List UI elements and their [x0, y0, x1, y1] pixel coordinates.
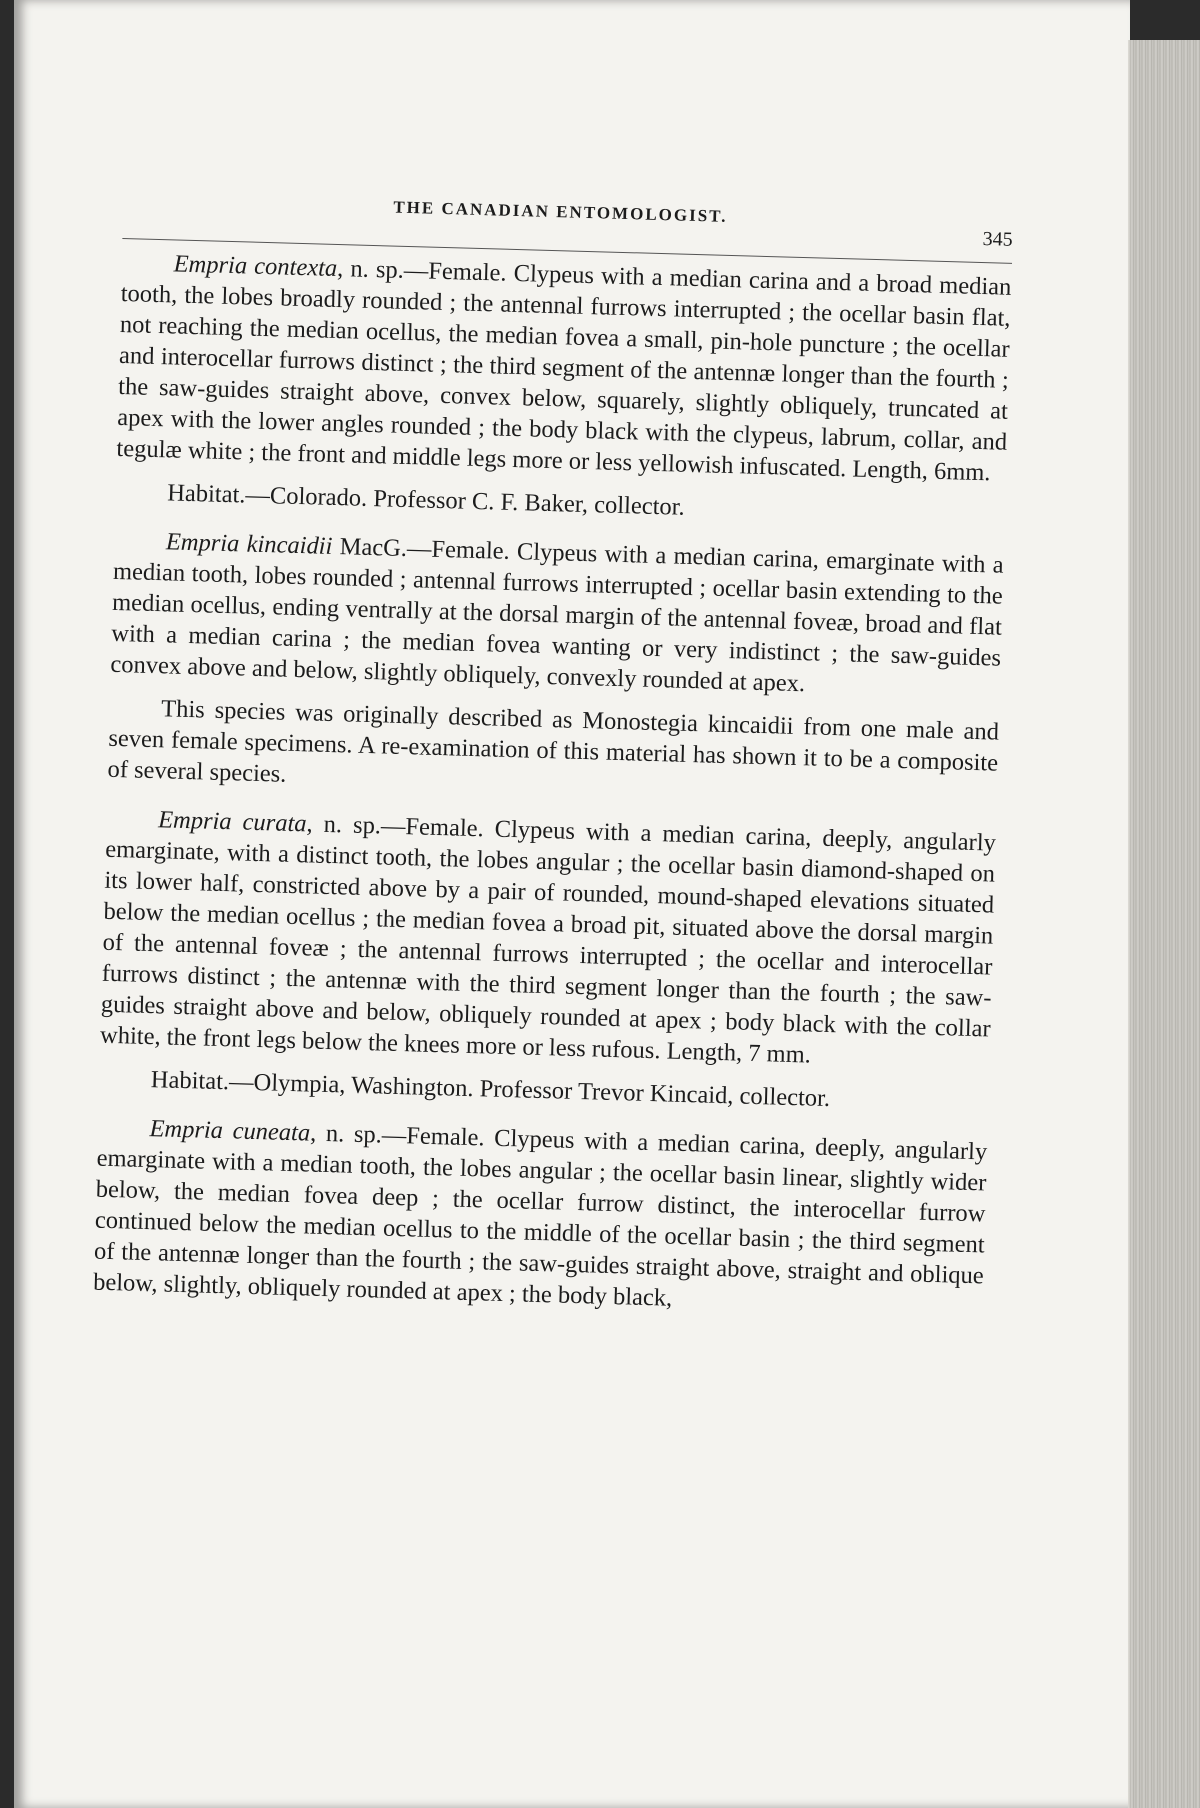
- paragraph-text: , n. sp.—Female. Clypeus with a median carina, deeply, angularly emarginate, with a distinct tooth, the lobes angular ; the ocellar basin diamond-shaped on its lower half, constricted above by a pair of rounded, mound-shaped elevations situated below the median ocellus ; the median fovea a broad pit, situated above the dorsal margin of the antennal foveæ ; the antennal furrows interrupted ; the ocellar and interocellar furrows distinct ; the antennæ with the third segment longer than the fourth ; the saw-guides straight above and below, obliquely rounded at apex ; body black with the collar white, the front legs below the knees more or less rufous. Length, 7 mm.: [99, 810, 997, 1069]
- paragraph-text: Habitat.—Olympia, Washington. Professor Trevor Kincaid, collector.: [150, 1066, 831, 1113]
- book-page: [14, 0, 1130, 1808]
- species-name: Empria contexta: [173, 250, 338, 282]
- paragraph-empria-contexta: [116, 247, 1012, 489]
- page-content: [92, 180, 1013, 1334]
- page-number: 345: [982, 228, 1013, 251]
- paragraph-empria-kincaidii: [110, 525, 1004, 705]
- paragraph-text: , n. sp.—Female. Clypeus with a median carina and a broad median tooth, the lobes broadly rounded ; the antennal furrows interrupted ; the ocellar basin flat, not reaching the median ocellus, the median fovea a small, pin-hole puncture ; the ocellar and interocellar furrows distinct ; the third segment of the antennæ longer than the fourth ; the saw-guides straight above, convex below, squarely, slightly obliquely, truncated at apex with the lower angles rounded ; the body black with the clypeus, labrum, collar, and tegulæ white ; the front and middle legs more or less yellowish infuscated. Length, 6mm.: [116, 254, 1012, 487]
- page-stack-edge: [1128, 40, 1200, 1808]
- paragraph-text: MacG.—Female. Clypeus with a median carina, emarginate with a median tooth, lobes rounded ; antennal furrows interrupted ; ocellar basin extending to the median ocellus, ending ventrally at the dorsal margin of the antennal foveæ, broad and flat with a median carina ; the median fovea wanting or very indistinct ; the saw-guides convex above and below, slightly obliquely, convexly rounded at apex.: [110, 532, 1004, 698]
- species-name: Empria cuneata: [149, 1115, 311, 1147]
- paragraph-text: This species was originally described as Monostegia kincaidii from one male and seven female specimens. A re-examination of this material has shown it to be a composite of several species.: [107, 695, 1000, 788]
- paragraph-text: Habitat.—Colorado. Professor C. F. Baker, collector.: [166, 479, 686, 521]
- species-name: Empria curata: [157, 806, 307, 838]
- paragraph-kincaidii-note: [107, 692, 999, 810]
- paragraph-empria-curata: [100, 803, 997, 1076]
- body-text: [93, 247, 1012, 1322]
- paragraph-text: , n. sp.—Female. Clypeus with a median carina, deeply, angularly emarginate with a median tooth, the lobes angular ; the ocellar basin linear, slightly wider below, the median fovea deep ; the ocellar furrow distinct, the interocellar furrow continued below the median ocellus to the middle of the ocellar basin ; the third segment of the antennæ longer than the fourth ; the saw-guides straight above, straight and oblique below, slightly, obliquely rounded at apex ; the body black,: [92, 1119, 988, 1312]
- species-name: Empria kincaidii: [165, 528, 333, 560]
- journal-title: THE CANADIAN ENTOMOLOGIST.: [393, 197, 728, 226]
- paragraph-empria-cuneata: [93, 1112, 988, 1323]
